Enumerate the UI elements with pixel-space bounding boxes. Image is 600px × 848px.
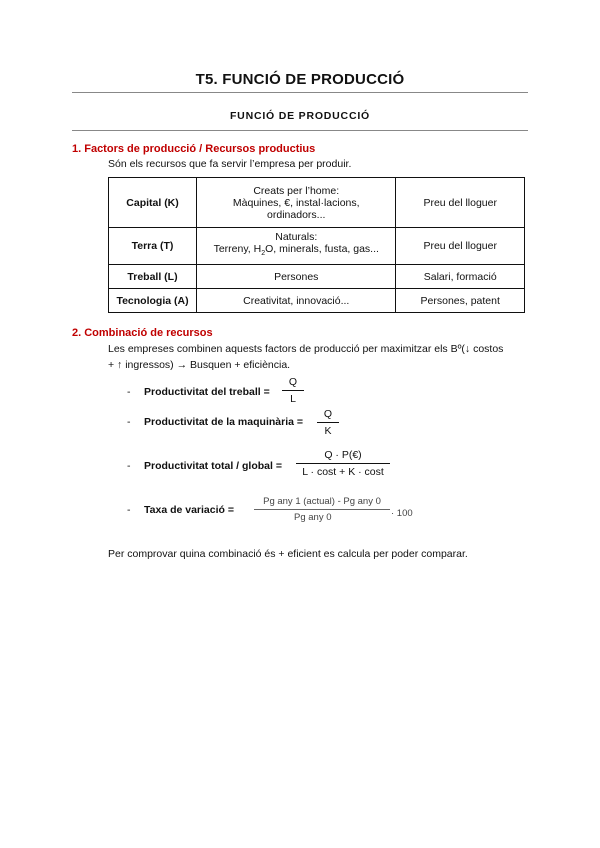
description-line: Creats per l’home: [253,184,340,197]
fraction-numerator: Q · P(€) [324,449,362,461]
page-title: T5. FUNCIÓ DE PRODUCCIÓ [195,71,405,88]
formula-label: Taxa de variació = [144,504,234,516]
fraction-numerator: Q [288,376,298,388]
formula-fraction [254,496,390,523]
table-row [109,289,525,313]
formula-multiplier: · 100 [391,508,413,519]
description-cell: Persones [197,265,396,289]
section1-heading: 1. Factors de producció / Recursos productius [72,143,316,155]
description-cell: Creativitat, innovació... [197,289,396,313]
description-cell [197,178,396,228]
formula-fraction [296,449,390,478]
description-cell [197,228,396,265]
fraction-denominator: Pg any 0 [294,512,332,523]
bullet: - [127,460,131,472]
reward-cell: Preu del lloguer [396,228,525,265]
description-line: Màquines, €, instal·lacions, [232,196,360,209]
reward-cell: Persones, patent [396,289,525,313]
reward-cell: Preu del lloguer [396,178,525,228]
section1-intro: Són els recursos que fa servir l’empresa per produir. [108,158,352,170]
factor-cell: Terra (T) [109,228,197,265]
fraction-denominator: K [324,425,332,437]
formula-fraction [282,376,304,405]
fraction-numerator: Pg any 1 (actual) - Pg any 0 [263,496,381,507]
table-row [109,228,525,265]
section2-conclusion: Per comprovar quina combinació és + eficient es calcula per poder comparar. [108,548,468,560]
subtitle-divider [72,130,528,131]
bullet: - [127,386,131,398]
description-line: Naturals: [275,231,318,244]
fraction-denominator: L · cost + K · cost [302,466,384,478]
bullet: - [127,416,131,428]
description-text: Terreny, H [213,243,262,256]
formula-label: Productivitat del treball = [144,386,270,398]
fraction-numerator: Q [323,408,333,420]
section2-intro-line2: + ↑ ingressos) → Busquen + eficiència. [108,359,291,371]
description-text: O, minerals, fusta, gas... [265,243,379,256]
description-line: ordinadors... [267,208,326,221]
table-row [109,265,525,289]
reward-cell: Salari, formació [396,265,525,289]
bullet: - [127,504,131,516]
title-divider [72,92,528,93]
formula-label: Productivitat de la maquinària = [144,416,304,428]
section2-heading: 2. Combinació de recursos [72,327,213,339]
section2-intro-line1: Les empreses combinen aquests factors de producció per maximitzar els Bº(↓ costos [108,343,504,355]
table-row [109,178,525,228]
description-line [201,243,391,260]
factor-cell: Treball (L) [109,265,197,289]
factors-table [108,177,525,313]
factor-cell: Capital (K) [109,178,197,228]
formula-label: Productivitat total / global = [144,460,282,472]
formula-fraction [317,408,339,437]
section-subtitle: FUNCIÓ DE PRODUCCIÓ [229,110,371,122]
subscript: 2 [261,250,266,258]
factor-cell: Tecnologia (A) [109,289,197,313]
fraction-denominator: L [290,393,296,405]
